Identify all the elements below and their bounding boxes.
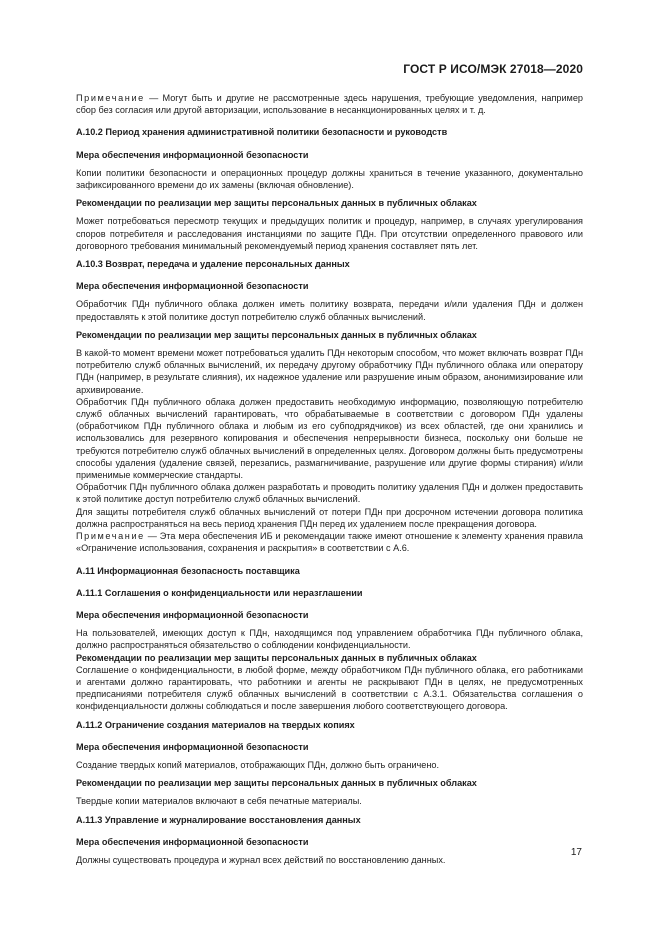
measure-paragraph: Обработчик ПДн публичного облака должен иметь политику возврата, передачи и/или удаления ПДн и должен предоставлять к этой политике доступ потребителю служб облачных вычислений. xyxy=(76,299,583,322)
measure-paragraph: На пользователей, имеющих доступ к ПДн, находящимся под управлением обработчика ПДн публичного облака, должно распространяться обязательство о соблюдении конфиденциальности. xyxy=(76,628,583,651)
note-lead: Примечание xyxy=(76,531,145,542)
recommendation-paragraph: В какой-то момент времени может потребоваться удалить ПДн некоторым способом, что может включать возврат ПДн потребителю служб облачных вычислений, их передачу другому обработчику ПДн публичного облака или оператору ПДн (например, в результате слияния), их надежное удаление или разрушение иным образом, анонимизирование или архивирование. xyxy=(76,348,583,395)
section-heading-a11: А.11 Информационная безопасность поставщика xyxy=(76,565,300,576)
recommendation-paragraph: Может потребоваться пересмотр текущих и предыдущих политик и процедур, например, в случаях урегулирования споров потребителя и расследования инстанциями по защите ПДн. При отсутствии определенного правового или договорного требования минимальный рекомендуемый период хранения составляет пять лет. xyxy=(76,216,583,251)
measure-heading: Мера обеспечения информационной безопасности xyxy=(76,836,309,847)
section-heading-a11-3: А.11.3 Управление и журналирование восстановления данных xyxy=(76,814,361,825)
page-header-standard: ГОСТ Р ИСО/МЭК 27018—2020 xyxy=(403,62,583,76)
page-number: 17 xyxy=(570,847,582,858)
measure-paragraph: Создание твердых копий материалов, отображающих ПДн, должно быть ограничено. xyxy=(76,759,440,770)
measure-heading: Мера обеспечения информационной безопасности xyxy=(76,281,309,292)
measure-paragraph: Должны существовать процедура и журнал всех действий по восстановлению данных. xyxy=(76,854,446,865)
measure-heading: Мера обеспечения информационной безопасности xyxy=(76,609,309,620)
note-paragraph xyxy=(76,530,583,554)
recommendation-heading: Рекомендации по реализации мер защиты персональных данных в публичных облаках xyxy=(76,652,477,663)
measure-heading: Мера обеспечения информационной безопасности xyxy=(76,741,309,752)
measure-heading: Мера обеспечения информационной безопасности xyxy=(76,149,309,160)
recommendation-paragraph: Обработчик ПДн публичного облака должен предоставить необходимую информацию, позволяющую потребителю служб облачных вычислений гарантировать, что обрабатываемые в соответствии с договором ПДн удалены (обработчиком ПДн публичного облака и любым из его субподрядчиков) из всех областей, где они хранились и использовались для резервного копирования и обеспечения непрерывности бизнеса, поскольку они больше не требуются потребителю служб облачных вычислений в определенных целях. Договором должны быть предусмотрены способы удаления (удаление связей, перезапись, размагничивание, разрушение или другие формы стирания) и/или применимые коммерческие стандарты. xyxy=(76,396,583,481)
recommendation-paragraph: Соглашение о конфиденциальности, в любой форме, между обработчиком ПДн публичного облака, его работниками и агентами должно гарантировать, что работники и агенты не раскрывают ПДн в целях, не предусмотренных предписаниями потребителя служб облачных вычислений в соответствии с А.3.1. Обязательства соглашения о конфиденциальности должны соблюдаться и после завершения любого соответствующего договора. xyxy=(76,664,583,712)
recommendation-paragraph: Для защиты потребителя служб облачных вычислений от потери ПДн при досрочном истечении договора политика должна распространяться на весь период хранения ПДн перед их удалением после прекращения договора. xyxy=(76,506,583,529)
recommendation-paragraph: Обработчик ПДн публичного облака должен разработать и проводить политику удаления ПДн и должен предоставить к этой политике доступ потребителю служб облачных вычислений. xyxy=(76,482,583,505)
recommendation-heading: Рекомендации по реализации мер защиты персональных данных в публичных облаках xyxy=(76,329,477,340)
measure-paragraph: Копии политики безопасности и операционных процедур должны храниться в течение указанного, документально зафиксированного времени до их замены (включая обновление). xyxy=(76,167,583,191)
section-heading-a11-2: А.11.2 Ограничение создания материалов на твердых копиях xyxy=(76,719,355,730)
recommendation-heading: Рекомендации по реализации мер защиты персональных данных в публичных облаках xyxy=(76,198,477,209)
note-text: — Эта мера обеспечения ИБ и рекомендации также имеют отношение к элементу хранения правила «Ограничение использования, сохранения и раскрытия» в соответствии с А.6. xyxy=(76,531,583,554)
note-lead: Примечание xyxy=(76,93,145,103)
section-heading-a10-2: А.10.2 Период хранения административной политики безопасности и руководств xyxy=(76,127,448,138)
recommendation-heading: Рекомендации по реализации мер защиты персональных данных в публичных облаках xyxy=(76,778,477,789)
section-heading-a10-3: А.10.3 Возврат, передача и удаление персональных данных xyxy=(76,259,350,270)
note-paragraph xyxy=(76,92,583,116)
section-heading-a11-1: А.11.1 Соглашения о конфиденциальности или неразглашении xyxy=(76,587,363,598)
recommendation-paragraph: Твердые копии материалов включают в себя печатные материалы. xyxy=(76,796,362,807)
note-text: — Могут быть и другие не рассмотренные здесь нарушения, требующие уведомления, например сбор без согласия или другой авторизации, использование в несанкционированных целях и т. д. xyxy=(76,93,583,116)
document-body xyxy=(76,92,583,866)
